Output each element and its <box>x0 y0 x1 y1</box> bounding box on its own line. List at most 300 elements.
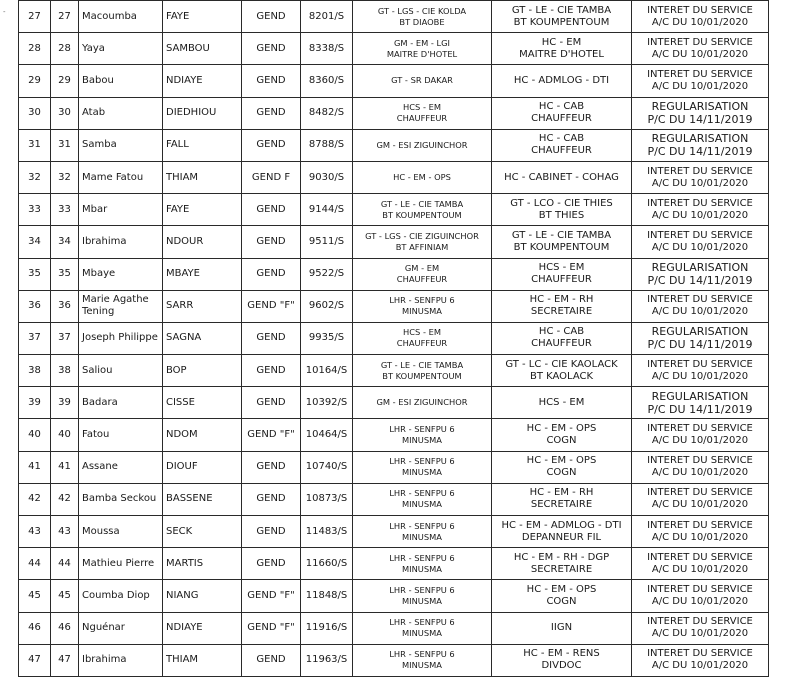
first-name: Coumba Diop <box>79 580 163 612</box>
row-number: 47 <box>19 644 51 676</box>
destination-unit-line: CHAUFFEUR <box>531 274 592 286</box>
first-name: Yaya <box>79 33 163 65</box>
destination-unit-line: HCS - EM <box>538 396 585 408</box>
destination-unit-line: GT - LCO - CIE THIES <box>510 197 613 209</box>
first-name: Samba <box>79 129 163 161</box>
origin-unit-line: LHR - SENFPU 6 <box>389 488 455 499</box>
observation-line: A/C DU 10/01/2020 <box>651 499 749 511</box>
observation-line: INTERET DU SERVICE <box>647 197 753 209</box>
table-row <box>19 516 769 548</box>
table-row <box>19 290 769 322</box>
first-name: Mbar <box>79 194 163 226</box>
observation <box>632 644 769 676</box>
row-order-number: 45 <box>51 580 79 612</box>
destination-unit-line: BT KAOLACK <box>529 370 594 382</box>
first-name: Ibrahima <box>79 644 163 676</box>
table-row <box>19 226 769 258</box>
destination-unit-line: HCS - EM <box>538 262 585 274</box>
observation-line: INTERET DU SERVICE <box>647 4 753 16</box>
destination-unit-line: COGN <box>546 467 577 479</box>
observation <box>632 387 769 419</box>
matricule: 8360/S <box>301 65 353 97</box>
table-row <box>19 548 769 580</box>
row-order-number: 31 <box>51 129 79 161</box>
row-order-number: 42 <box>51 483 79 515</box>
last-name: DIOUF <box>163 451 242 483</box>
destination-unit <box>492 194 632 226</box>
row-number: 41 <box>19 451 51 483</box>
matricule: 10392/S <box>301 387 353 419</box>
observation <box>632 1 769 33</box>
grade: GEND "F" <box>242 419 301 451</box>
grade: GEND F <box>242 161 301 193</box>
row-order-number: 28 <box>51 33 79 65</box>
destination-unit <box>492 483 632 515</box>
grade: GEND <box>242 644 301 676</box>
scan-margin-mark: - <box>3 8 6 16</box>
matricule: 11848/S <box>301 580 353 612</box>
grade: GEND "F" <box>242 612 301 644</box>
table-row <box>19 483 769 515</box>
matricule: 10464/S <box>301 419 353 451</box>
matricule: 8338/S <box>301 33 353 65</box>
table-row <box>19 419 769 451</box>
destination-unit <box>492 387 632 419</box>
table-row <box>19 1 769 33</box>
destination-unit <box>492 419 632 451</box>
observation <box>632 516 769 548</box>
last-name: SARR <box>163 290 242 322</box>
observation <box>632 258 769 290</box>
observation-line: INTERET DU SERVICE <box>647 68 753 80</box>
origin-unit-line: HCS - EM <box>403 102 441 113</box>
last-name: NDOUR <box>163 226 242 258</box>
row-order-number: 27 <box>51 1 79 33</box>
destination-unit <box>492 580 632 612</box>
destination-unit <box>492 129 632 161</box>
origin-unit <box>353 483 492 515</box>
first-name: Mame Fatou <box>79 161 163 193</box>
row-number: 32 <box>19 161 51 193</box>
destination-unit-line: BT THIES <box>538 209 585 221</box>
observation <box>632 322 769 354</box>
origin-unit <box>353 33 492 65</box>
origin-unit-line: GM - ESI ZIGUINCHOR <box>376 397 468 408</box>
origin-unit-line: GT - LGS - CIE KOLDA <box>377 5 467 16</box>
row-order-number: 44 <box>51 548 79 580</box>
row-order-number: 35 <box>51 258 79 290</box>
destination-unit <box>492 97 632 129</box>
observation <box>632 612 769 644</box>
matricule: 10740/S <box>301 451 353 483</box>
destination-unit-line: DEPANNEUR FIL <box>521 531 602 543</box>
origin-unit-line: MINUSMA <box>402 467 442 478</box>
observation-line: REGULARISATION <box>651 325 749 339</box>
observation <box>632 97 769 129</box>
origin-unit-line: GT - SR DAKAR <box>391 75 453 86</box>
destination-unit-line: HC - CAB <box>538 101 585 113</box>
first-name: Moussa <box>79 516 163 548</box>
last-name: FALL <box>163 129 242 161</box>
observation-line: A/C DU 10/01/2020 <box>651 177 749 189</box>
table-row <box>19 33 769 65</box>
origin-unit-line: HC - EM - OPS <box>393 172 451 183</box>
observation-line: A/C DU 10/01/2020 <box>651 660 749 672</box>
row-number: 28 <box>19 33 51 65</box>
observation-line: A/C DU 10/01/2020 <box>651 467 749 479</box>
last-name: DIEDHIOU <box>163 97 242 129</box>
observation <box>632 355 769 387</box>
destination-unit-line: HC - CAB <box>538 326 585 338</box>
row-number: 43 <box>19 516 51 548</box>
observation <box>632 290 769 322</box>
observation <box>632 161 769 193</box>
origin-unit <box>353 1 492 33</box>
origin-unit-line: GT - LE - CIE TAMBA <box>380 359 464 370</box>
origin-unit <box>353 290 492 322</box>
observation-line: P/C DU 14/11/2019 <box>647 274 753 288</box>
observation <box>632 419 769 451</box>
observation-line: INTERET DU SERVICE <box>647 455 753 467</box>
last-name: THIAM <box>163 644 242 676</box>
destination-unit <box>492 548 632 580</box>
destination-unit-line: CHAUFFEUR <box>531 338 592 350</box>
origin-unit-line: BT DIAOBE <box>399 16 445 27</box>
matricule: 11916/S <box>301 612 353 644</box>
destination-unit-line: HC - EM - OPS <box>526 455 597 467</box>
destination-unit-line: HC - EM <box>541 36 582 48</box>
table-row <box>19 612 769 644</box>
observation-line: P/C DU 14/11/2019 <box>647 145 753 159</box>
last-name: BOP <box>163 355 242 387</box>
grade: GEND <box>242 258 301 290</box>
row-number: 44 <box>19 548 51 580</box>
destination-unit-line: HC - CAB <box>538 133 585 145</box>
destination-unit <box>492 1 632 33</box>
row-order-number: 37 <box>51 322 79 354</box>
destination-unit-line: HC - EM - OPS <box>526 423 597 435</box>
destination-unit <box>492 516 632 548</box>
destination-unit <box>492 33 632 65</box>
last-name: NDIAYE <box>163 612 242 644</box>
destination-unit-line: SECRETAIRE <box>530 306 593 318</box>
grade: GEND <box>242 451 301 483</box>
origin-unit <box>353 612 492 644</box>
grade: GEND <box>242 1 301 33</box>
observation-line: A/C DU 10/01/2020 <box>651 595 749 607</box>
observation-line: A/C DU 10/01/2020 <box>651 16 749 28</box>
destination-unit-line: HC - EM - RH <box>529 487 594 499</box>
mutation-table-sheet <box>18 0 768 677</box>
row-number: 45 <box>19 580 51 612</box>
first-name: Assane <box>79 451 163 483</box>
origin-unit-line: LHR - SENFPU 6 <box>389 617 455 628</box>
matricule: 8201/S <box>301 1 353 33</box>
last-name: FAYE <box>163 1 242 33</box>
row-number: 38 <box>19 355 51 387</box>
mutation-table <box>18 0 769 677</box>
table-row <box>19 451 769 483</box>
first-name: Macoumba <box>79 1 163 33</box>
origin-unit <box>353 355 492 387</box>
matricule: 11963/S <box>301 644 353 676</box>
destination-unit <box>492 226 632 258</box>
grade: GEND <box>242 65 301 97</box>
origin-unit-line: MINUSMA <box>402 531 442 542</box>
matricule: 9935/S <box>301 322 353 354</box>
observation-line: P/C DU 14/11/2019 <box>647 338 753 352</box>
row-number: 46 <box>19 612 51 644</box>
table-row <box>19 65 769 97</box>
row-order-number: 47 <box>51 644 79 676</box>
destination-unit-line: COGN <box>546 595 577 607</box>
matricule: 9602/S <box>301 290 353 322</box>
origin-unit <box>353 580 492 612</box>
observation-line: INTERET DU SERVICE <box>647 423 753 435</box>
first-name: Ibrahima <box>79 226 163 258</box>
table-row <box>19 322 769 354</box>
row-order-number: 30 <box>51 97 79 129</box>
observation-line: REGULARISATION <box>651 261 749 275</box>
origin-unit-line: GM - EM - LGI <box>393 37 451 48</box>
destination-unit-line: HC - EM - ADMLOG - DTI <box>501 519 622 531</box>
first-name: Babou <box>79 65 163 97</box>
row-number: 29 <box>19 65 51 97</box>
destination-unit <box>492 258 632 290</box>
origin-unit <box>353 322 492 354</box>
origin-unit <box>353 548 492 580</box>
grade: GEND <box>242 483 301 515</box>
row-number: 30 <box>19 97 51 129</box>
grade: GEND <box>242 355 301 387</box>
observation-line: A/C DU 10/01/2020 <box>651 209 749 221</box>
destination-unit <box>492 161 632 193</box>
observation <box>632 33 769 65</box>
first-name: Saliou <box>79 355 163 387</box>
table-row <box>19 194 769 226</box>
observation-line: INTERET DU SERVICE <box>647 36 753 48</box>
observation <box>632 548 769 580</box>
row-number: 39 <box>19 387 51 419</box>
origin-unit-line: CHAUFFEUR <box>396 338 448 349</box>
grade: GEND <box>242 129 301 161</box>
origin-unit-line: GM - ESI ZIGUINCHOR <box>376 139 468 150</box>
origin-unit-line: GT - LE - CIE TAMBA <box>380 198 464 209</box>
observation <box>632 451 769 483</box>
destination-unit-line: IIGN <box>550 622 573 634</box>
first-name: Atab <box>79 97 163 129</box>
last-name: FAYE <box>163 194 242 226</box>
origin-unit <box>353 97 492 129</box>
origin-unit-line: MAITRE D'HOTEL <box>386 48 458 59</box>
destination-unit <box>492 451 632 483</box>
last-name: NDIAYE <box>163 65 242 97</box>
origin-unit-line: GT - LGS - CIE ZIGUINCHOR <box>365 230 479 241</box>
last-name: THIAM <box>163 161 242 193</box>
row-order-number: 33 <box>51 194 79 226</box>
observation-line: REGULARISATION <box>651 100 749 114</box>
origin-unit-line: MINUSMA <box>402 306 442 317</box>
grade: GEND <box>242 226 301 258</box>
destination-unit-line: CHAUFFEUR <box>531 113 592 125</box>
destination-unit-line: HC - EM - OPS <box>526 583 597 595</box>
destination-unit-line: COGN <box>546 435 577 447</box>
destination-unit <box>492 322 632 354</box>
last-name: NIANG <box>163 580 242 612</box>
last-name: NDOM <box>163 419 242 451</box>
observation-line: INTERET DU SERVICE <box>647 583 753 595</box>
origin-unit-line: BT KOUMPENTOUM <box>382 370 462 381</box>
table-body <box>19 1 769 677</box>
origin-unit-line: LHR - SENFPU 6 <box>389 520 455 531</box>
observation-line: REGULARISATION <box>651 132 749 146</box>
table-row <box>19 355 769 387</box>
table-row <box>19 387 769 419</box>
origin-unit-line: BT AFFINIAM <box>395 241 449 252</box>
origin-unit-line: MINUSMA <box>402 435 442 446</box>
row-number: 34 <box>19 226 51 258</box>
observation <box>632 129 769 161</box>
origin-unit <box>353 387 492 419</box>
origin-unit-line: MINUSMA <box>402 499 442 510</box>
observation-line: INTERET DU SERVICE <box>647 487 753 499</box>
last-name: MARTIS <box>163 548 242 580</box>
origin-unit-line: LHR - SENFPU 6 <box>389 456 455 467</box>
observation-line: INTERET DU SERVICE <box>647 358 753 370</box>
observation-line: REGULARISATION <box>651 389 749 403</box>
destination-unit-line: HC - EM - RENS <box>523 648 600 660</box>
table-row <box>19 258 769 290</box>
matricule: 8788/S <box>301 129 353 161</box>
row-order-number: 32 <box>51 161 79 193</box>
destination-unit <box>492 65 632 97</box>
origin-unit <box>353 129 492 161</box>
destination-unit-line: BT KOUMPENTOUM <box>513 16 610 28</box>
row-order-number: 29 <box>51 65 79 97</box>
row-number: 40 <box>19 419 51 451</box>
row-number: 35 <box>19 258 51 290</box>
destination-unit <box>492 612 632 644</box>
table-row <box>19 580 769 612</box>
origin-unit-line: LHR - SENFPU 6 <box>389 584 455 595</box>
observation <box>632 194 769 226</box>
row-order-number: 36 <box>51 290 79 322</box>
origin-unit <box>353 194 492 226</box>
origin-unit-line: MINUSMA <box>402 595 442 606</box>
destination-unit-line: HC - ADMLOG - DTI <box>513 74 610 86</box>
observation-line: A/C DU 10/01/2020 <box>651 80 749 92</box>
row-order-number: 43 <box>51 516 79 548</box>
first-name: Nguénar <box>79 612 163 644</box>
observation <box>632 580 769 612</box>
grade: GEND "F" <box>242 290 301 322</box>
origin-unit-line: LHR - SENFPU 6 <box>389 295 455 306</box>
matricule: 8482/S <box>301 97 353 129</box>
grade: GEND <box>242 97 301 129</box>
observation-line: A/C DU 10/01/2020 <box>651 306 749 318</box>
table-row <box>19 97 769 129</box>
observation-line: A/C DU 10/01/2020 <box>651 435 749 447</box>
matricule: 9511/S <box>301 226 353 258</box>
origin-unit-line: LHR - SENFPU 6 <box>389 552 455 563</box>
origin-unit-line: MINUSMA <box>402 563 442 574</box>
origin-unit <box>353 516 492 548</box>
first-name-line: Marie Agathe <box>82 294 149 306</box>
destination-unit <box>492 355 632 387</box>
origin-unit-line: BT KOUMPENTOUM <box>382 209 462 220</box>
destination-unit-line: GT - LE - CIE TAMBA <box>511 4 612 16</box>
destination-unit <box>492 644 632 676</box>
matricule: 11660/S <box>301 548 353 580</box>
observation <box>632 226 769 258</box>
observation-line: A/C DU 10/01/2020 <box>651 241 749 253</box>
observation-line: INTERET DU SERVICE <box>647 648 753 660</box>
observation <box>632 483 769 515</box>
last-name: BASSENE <box>163 483 242 515</box>
destination-unit <box>492 290 632 322</box>
origin-unit <box>353 258 492 290</box>
origin-unit-line: MINUSMA <box>402 628 442 639</box>
observation-line: INTERET DU SERVICE <box>647 294 753 306</box>
grade: GEND <box>242 516 301 548</box>
destination-unit-line: MAITRE D'HOTEL <box>519 48 604 60</box>
row-number: 27 <box>19 1 51 33</box>
origin-unit <box>353 644 492 676</box>
observation-line: A/C DU 10/01/2020 <box>651 48 749 60</box>
destination-unit-line: DIVDOC <box>541 660 582 672</box>
observation-line: P/C DU 14/11/2019 <box>647 402 753 416</box>
origin-unit <box>353 419 492 451</box>
grade: GEND <box>242 194 301 226</box>
first-name: Fatou <box>79 419 163 451</box>
origin-unit <box>353 451 492 483</box>
destination-unit-line: GT - LE - CIE TAMBA <box>511 229 612 241</box>
matricule: 10164/S <box>301 355 353 387</box>
row-number: 33 <box>19 194 51 226</box>
origin-unit-line: CHAUFFEUR <box>396 113 448 124</box>
table-row <box>19 161 769 193</box>
table-row <box>19 644 769 676</box>
row-order-number: 39 <box>51 387 79 419</box>
origin-unit-line: LHR - SENFPU 6 <box>389 649 455 660</box>
row-number: 42 <box>19 483 51 515</box>
first-name: Bamba Seckou <box>79 483 163 515</box>
first-name <box>79 290 163 322</box>
destination-unit-line: BT KOUMPENTOUM <box>513 241 610 253</box>
destination-unit-line: CHAUFFEUR <box>531 145 592 157</box>
destination-unit-line: SECRETAIRE <box>530 563 593 575</box>
first-name: Badara <box>79 387 163 419</box>
grade: GEND <box>242 322 301 354</box>
first-name: Joseph Philippe <box>79 322 163 354</box>
observation-line: A/C DU 10/01/2020 <box>651 370 749 382</box>
observation-line: INTERET DU SERVICE <box>647 165 753 177</box>
observation <box>632 65 769 97</box>
first-name-line: Tening <box>82 306 115 318</box>
origin-unit <box>353 161 492 193</box>
observation-line: P/C DU 14/11/2019 <box>647 113 753 127</box>
last-name: SECK <box>163 516 242 548</box>
table-row <box>19 129 769 161</box>
origin-unit-line: MINUSMA <box>402 660 442 671</box>
observation-line: INTERET DU SERVICE <box>647 229 753 241</box>
last-name: SAMBOU <box>163 33 242 65</box>
row-order-number: 38 <box>51 355 79 387</box>
last-name: SAGNA <box>163 322 242 354</box>
row-order-number: 40 <box>51 419 79 451</box>
row-order-number: 46 <box>51 612 79 644</box>
row-number: 31 <box>19 129 51 161</box>
